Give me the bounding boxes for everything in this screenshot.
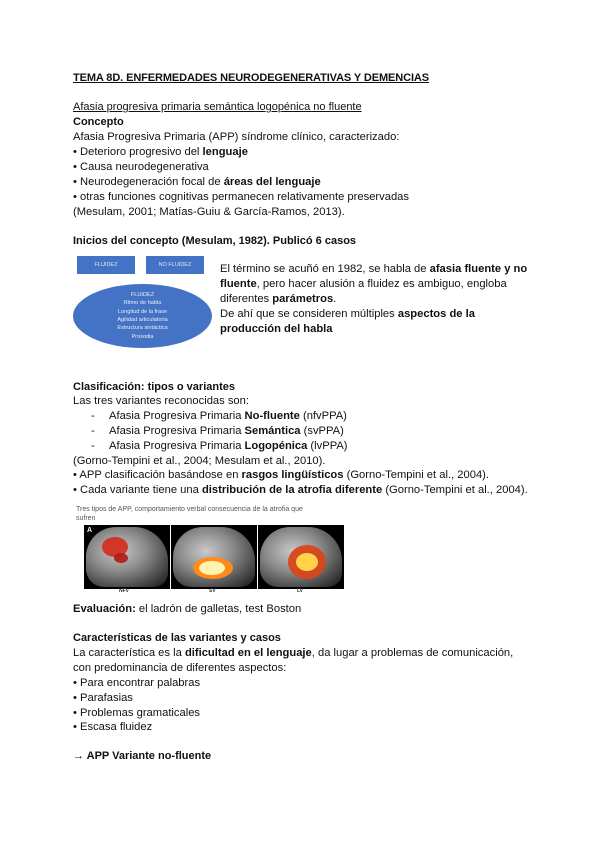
- concepto-bullet-1: • Deterioro progresivo del lenguaje: [73, 146, 248, 158]
- ellipse-line-5: Estructura sintáctica: [117, 325, 168, 332]
- evaluacion-line: Evaluación: el ladrón de galletas, test Boston: [73, 603, 302, 615]
- brain-label-nfv: NFV: [119, 588, 129, 594]
- clasificacion-reference: (Gorno-Tempini et al., 2004; Mesulam et al., 2010).: [73, 455, 326, 467]
- clasificacion-bullet-2: • Cada variante tiene una distribución de la atrofia diferente (Gorno-Tempini et al., 2004).: [73, 484, 528, 496]
- concepto-heading: Concepto: [73, 116, 124, 128]
- inicios-paragraph-line-4: De ahí que se consideren múltiples aspectos de la: [220, 308, 475, 320]
- figure-caption-line-2: sufren: [76, 515, 96, 522]
- inicios-paragraph-line-5: producción del habla: [220, 323, 333, 335]
- page-title: TEMA 8D. ENFERMEDADES NEURODEGENERATIVAS Y DEMENCIAS: [73, 72, 430, 84]
- caracteristicas-line-1: La característica es la dificultad en el lenguaje, da lugar a problemas de comunicación,: [73, 647, 514, 659]
- inicios-paragraph-line-3: diferentes parámetros.: [220, 293, 337, 305]
- concepto-bullet-4: • otras funciones cognitivas permanecen relativamente preservadas: [73, 191, 409, 203]
- clasificacion-heading: Clasificación: tipos o variantes: [73, 381, 235, 393]
- diagram-ellipse-fluency-parameters: [73, 284, 212, 348]
- variant-dash-2: -: [91, 425, 95, 437]
- brain-image-nfv: [84, 525, 170, 589]
- footer-section-heading: → APP Variante no-fluente: [73, 750, 212, 762]
- list-item: • Problemas gramaticales: [73, 707, 201, 719]
- diagram-box-no-fluidez: NO FLUIDEZ: [146, 256, 204, 274]
- inicios-heading: Inicios del concepto (Mesulam, 1982). Publicó 6 casos: [73, 235, 357, 247]
- ellipse-line-3: Longitud de la frase: [117, 308, 168, 315]
- ellipse-line-2: Ritmo de habla: [123, 300, 162, 307]
- concepto-bullet-2: • Causa neurodegenerativa: [73, 161, 209, 173]
- clasificacion-bullet-1: • APP clasificación basándose en rasgos lingüísticos (Gorno-Tempini et al., 2004).: [73, 469, 490, 481]
- concepto-intro: Afasia Progresiva Primaria (APP) síndrome clínico, caracterizado:: [73, 131, 400, 143]
- caracteristicas-line-2: con predominancia de diferentes aspectos:: [73, 662, 287, 674]
- ellipse-line-4: Agilidad articulatoria: [117, 317, 168, 323]
- concepto-reference: (Mesulam, 2001; Matías-Guiu & García-Ramos, 2013).: [73, 206, 345, 218]
- inicios-paragraph-line-2: fluente, pero hacer alusión a fluidez es ambiguo, engloba: [220, 278, 507, 290]
- diagram-box-fluidez: FLUIDEZ: [77, 256, 135, 274]
- variant-dash-3: -: [91, 440, 95, 452]
- list-item: • Escasa fluidez: [73, 721, 153, 733]
- inicios-paragraph-line-1: El término se acuñó en 1982, se habla de afasia fluente y no: [220, 263, 528, 275]
- brain-label-sv: SV: [209, 588, 216, 594]
- variant-dash-1: -: [91, 410, 95, 422]
- variant-logopenica: Afasia Progresiva Primaria Logopénica (lvPPA): [109, 440, 348, 452]
- figure-caption-line-1: Tres tipos de APP, comportamiento verbal consecuencia de la atrofia que: [76, 506, 303, 513]
- variant-semantica: Afasia Progresiva Primaria Semántica (svPPA): [109, 425, 344, 437]
- section-subtitle: Afasia progresiva primaria semántica logopénica no fluente: [73, 101, 362, 113]
- ellipse-line-1: FLUIDEZ: [130, 292, 155, 299]
- variant-no-fluente: Afasia Progresiva Primaria No-fluente (nfvPPA): [109, 410, 347, 422]
- list-item: • Parafasias: [73, 692, 133, 704]
- figure-letter: A: [87, 527, 93, 534]
- figure-caption: [76, 505, 303, 523]
- brain-image-sv: [171, 525, 257, 589]
- brain-image-lv: [258, 525, 344, 589]
- brain-label-lv: LV: [297, 588, 304, 594]
- clasificacion-intro: Las tres variantes reconocidas son:: [73, 395, 249, 407]
- concepto-bullet-3: • Neurodegeneración focal de áreas del lenguaje: [73, 176, 321, 188]
- caracteristicas-heading: Características de las variantes y casos: [73, 632, 281, 644]
- ellipse-line-6: Prosodia: [131, 333, 154, 340]
- list-item: • Para encontrar palabras: [73, 677, 201, 689]
